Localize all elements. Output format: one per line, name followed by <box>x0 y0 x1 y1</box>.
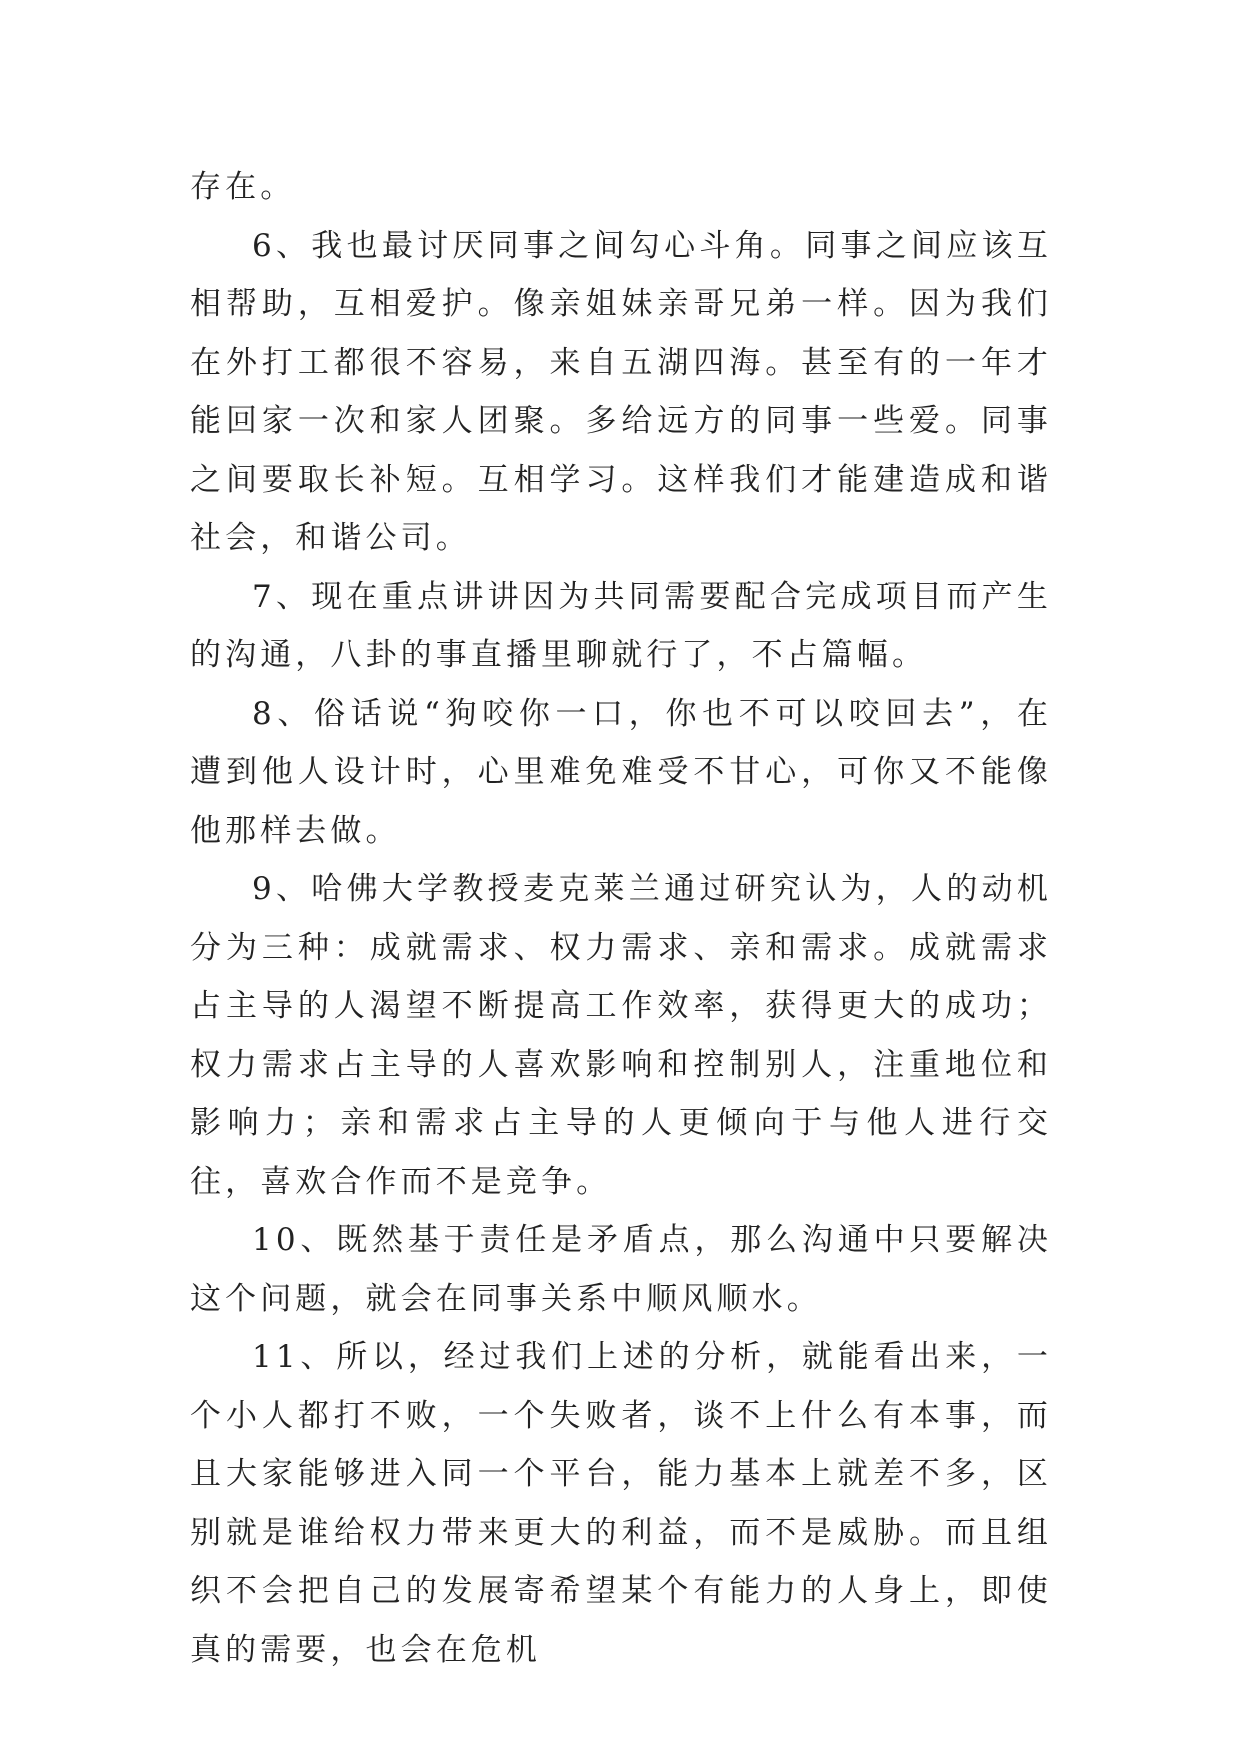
paragraph-item-7: 7、现在重点讲讲因为共同需要配合完成项目而产生的沟通，八卦的事直播里聊就行了，不占篇幅。 <box>190 578 1052 673</box>
paragraph-item-11: 11、所以，经过我们上述的分析，就能看出来，一个小人都打不败，一个失败者，谈不上什么有本事，而且大家能够进入同一个平台，能力基本上就差不多，区别就是谁给权力带来更大的利益，而不是威胁。而且组织不会把自己的发展寄希望某个有能力的人身上，即使真的需要，也会在危机 <box>190 1339 1052 1668</box>
paragraph-continuation: 存在。 <box>190 169 296 205</box>
paragraph-item-10: 10、既然基于责任是矛盾点，那么沟通中只要解决这个问题，就会在同事关系中顺风顺水。 <box>190 1222 1052 1317</box>
paragraph-item-8: 8、俗话说“狗咬你一口，你也不可以咬回去”，在遭到他人设计时，心里难免难受不甘心，可你又不能像他那样去做。 <box>190 695 1052 849</box>
paragraph-item-6: 6、我也最讨厌同事之间勾心斗角。同事之间应该互相帮助，互相爱护。像亲姐妹亲哥兄弟一样。因为我们在外打工都很不容易，来自五湖四海。甚至有的一年才能回家一次和家人团聚。多给远方的同事一些爱。同事之间要取长补短。互相学习。这样我们才能建造成和谐社会，和谐公司。 <box>190 227 1052 556</box>
document-body <box>190 158 1052 1679</box>
paragraph-item-9: 9、哈佛大学教授麦克莱兰通过研究认为，人的动机分为三种：成就需求、权力需求、亲和需求。成就需求占主导的人渴望不断提高工作效率，获得更大的成功；权力需求占主导的人喜欢影响和控制别人，注重地位和影响力；亲和需求占主导的人更倾向于与他人进行交往，喜欢合作而不是竞争。 <box>190 871 1052 1200</box>
